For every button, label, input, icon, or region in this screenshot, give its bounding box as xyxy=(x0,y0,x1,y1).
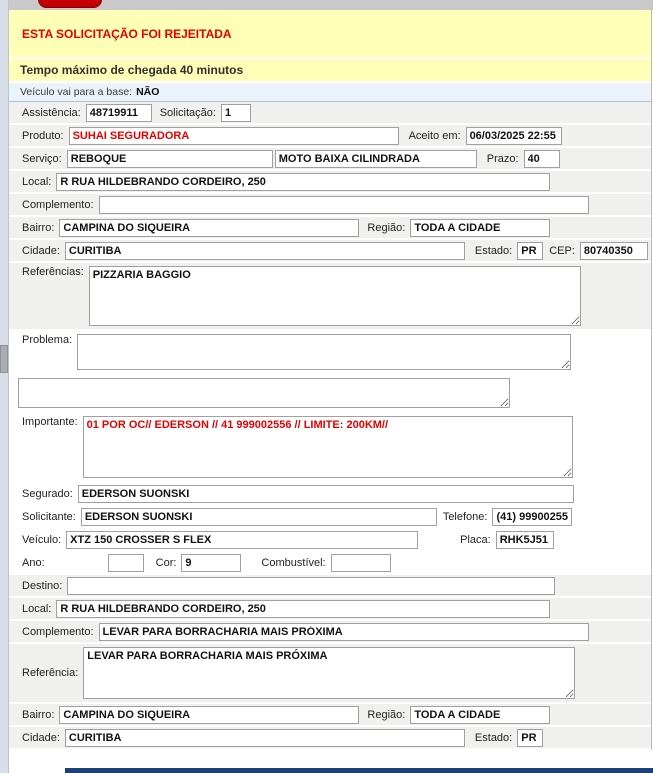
base-value: NÃO xyxy=(136,86,160,98)
left-scrollbar-thumb[interactable] xyxy=(0,345,8,373)
row-servico xyxy=(9,148,651,169)
cep-field[interactable] xyxy=(580,242,648,260)
produto-label: Produto: xyxy=(22,129,64,142)
telefone-label: Telefone: xyxy=(442,510,488,523)
arrival-time-banner xyxy=(9,59,651,81)
bairro-field[interactable] xyxy=(59,219,359,237)
row-solicitante xyxy=(9,506,651,527)
row-destino-local xyxy=(9,598,651,619)
produto-field[interactable] xyxy=(69,127,399,145)
content-area xyxy=(9,10,652,750)
row-destino-bairro xyxy=(9,704,651,725)
prazo-label: Prazo: xyxy=(486,152,519,165)
destino-local-label: Local: xyxy=(22,602,52,615)
row-destino-complemento xyxy=(9,621,651,642)
aceito-em-field[interactable] xyxy=(466,127,562,145)
destino-regiao-label: Região: xyxy=(367,708,406,721)
row-veiculo xyxy=(9,529,651,550)
arrival-time-text: Tempo máximo de chegada 40 minutos xyxy=(20,63,244,77)
cor-field[interactable] xyxy=(181,554,241,572)
estado-field[interactable] xyxy=(517,242,543,260)
local-field[interactable] xyxy=(56,173,550,191)
base-info-band xyxy=(9,83,651,102)
destino-referencia-label: Referência: xyxy=(22,667,79,679)
destino-regiao-field[interactable] xyxy=(410,706,550,724)
ano-field[interactable] xyxy=(108,554,144,572)
destino-label: Destino: xyxy=(22,579,63,592)
referencias-field[interactable] xyxy=(89,266,581,326)
row-problema xyxy=(9,331,651,373)
problema-label: Problema: xyxy=(22,334,73,346)
referencias-label: Referências: xyxy=(22,266,84,278)
destino-referencia-field[interactable] xyxy=(83,647,575,699)
complemento-field[interactable] xyxy=(99,196,589,214)
destino-estado-field[interactable] xyxy=(517,729,543,747)
solicitacao-label: Solicitação: xyxy=(159,106,216,119)
telefone-field[interactable] xyxy=(492,508,572,526)
combustivel-label: Combustível: xyxy=(261,556,326,569)
estado-label: Estado: xyxy=(474,244,513,257)
placa-field[interactable] xyxy=(496,531,554,549)
row-complemento xyxy=(9,194,651,215)
row-importante xyxy=(9,413,651,481)
regiao-field[interactable] xyxy=(410,219,550,237)
solicitante-field[interactable] xyxy=(81,508,437,526)
row-destino xyxy=(9,575,651,596)
row-destino-referencia xyxy=(9,644,651,702)
bottom-bar xyxy=(65,768,653,773)
servico-label: Serviço: xyxy=(22,152,62,165)
left-scrollbar-track xyxy=(0,0,9,773)
request-form xyxy=(9,102,651,748)
row-produto xyxy=(9,125,651,146)
combustivel-field[interactable] xyxy=(331,554,391,572)
destino-field[interactable] xyxy=(67,577,555,595)
row-segurado xyxy=(9,483,651,504)
local-label: Local: xyxy=(22,175,52,188)
problema-field[interactable] xyxy=(77,334,571,370)
veiculo-field[interactable] xyxy=(66,531,418,549)
row-bairro xyxy=(9,217,651,238)
row-assistencia xyxy=(9,102,651,123)
cor-label: Cor: xyxy=(155,556,177,569)
destino-estado-label: Estado: xyxy=(474,731,513,744)
row-destino-cidade xyxy=(9,727,651,748)
regiao-label: Região: xyxy=(367,221,406,234)
prazo-field[interactable] xyxy=(524,150,560,168)
cep-label: CEP: xyxy=(549,244,575,257)
destino-complemento-label: Complemento: xyxy=(22,625,94,638)
destino-bairro-field[interactable] xyxy=(59,706,359,724)
row-local xyxy=(9,171,651,192)
red-pill-icon[interactable] xyxy=(38,0,102,8)
observacao-field[interactable] xyxy=(18,378,510,408)
destino-cidade-label: Cidade: xyxy=(22,731,60,744)
row-ano-cor-combustivel xyxy=(9,552,651,573)
destino-complemento-field[interactable] xyxy=(99,623,589,641)
ano-label: Ano: xyxy=(22,556,45,569)
placa-label: Placa: xyxy=(460,533,491,546)
row-cidade xyxy=(9,240,651,261)
complemento-label: Complemento: xyxy=(22,198,94,211)
veiculo-label: Veículo: xyxy=(22,533,62,546)
rejected-banner xyxy=(9,10,651,57)
servico-detalhe-field[interactable] xyxy=(275,150,477,168)
segurado-field[interactable] xyxy=(78,485,574,503)
cidade-field[interactable] xyxy=(65,242,465,260)
rejected-banner-text: ESTA SOLICITAÇÃO FOI REJEITADA xyxy=(22,27,232,41)
row-observacao xyxy=(9,375,651,411)
solicitante-label: Solicitante: xyxy=(22,510,76,523)
destino-cidade-field[interactable] xyxy=(65,729,465,747)
segurado-label: Segurado: xyxy=(22,487,73,500)
servico-field[interactable] xyxy=(67,150,273,168)
aceito-em-label: Aceito em: xyxy=(408,129,461,142)
cidade-label: Cidade: xyxy=(22,244,60,257)
importante-label: Importante: xyxy=(22,416,78,428)
base-label: Veículo vai para a base: xyxy=(20,86,133,98)
importante-field[interactable] xyxy=(83,416,573,478)
solicitacao-field[interactable] xyxy=(221,104,251,122)
assistencia-label: Assistência: xyxy=(22,106,81,119)
assistencia-field[interactable] xyxy=(86,104,152,122)
bairro-label: Bairro: xyxy=(22,221,55,234)
destino-bairro-label: Bairro: xyxy=(22,708,55,721)
destino-local-field[interactable] xyxy=(56,600,550,618)
row-referencias xyxy=(9,263,651,329)
top-gray-bar xyxy=(9,0,653,10)
